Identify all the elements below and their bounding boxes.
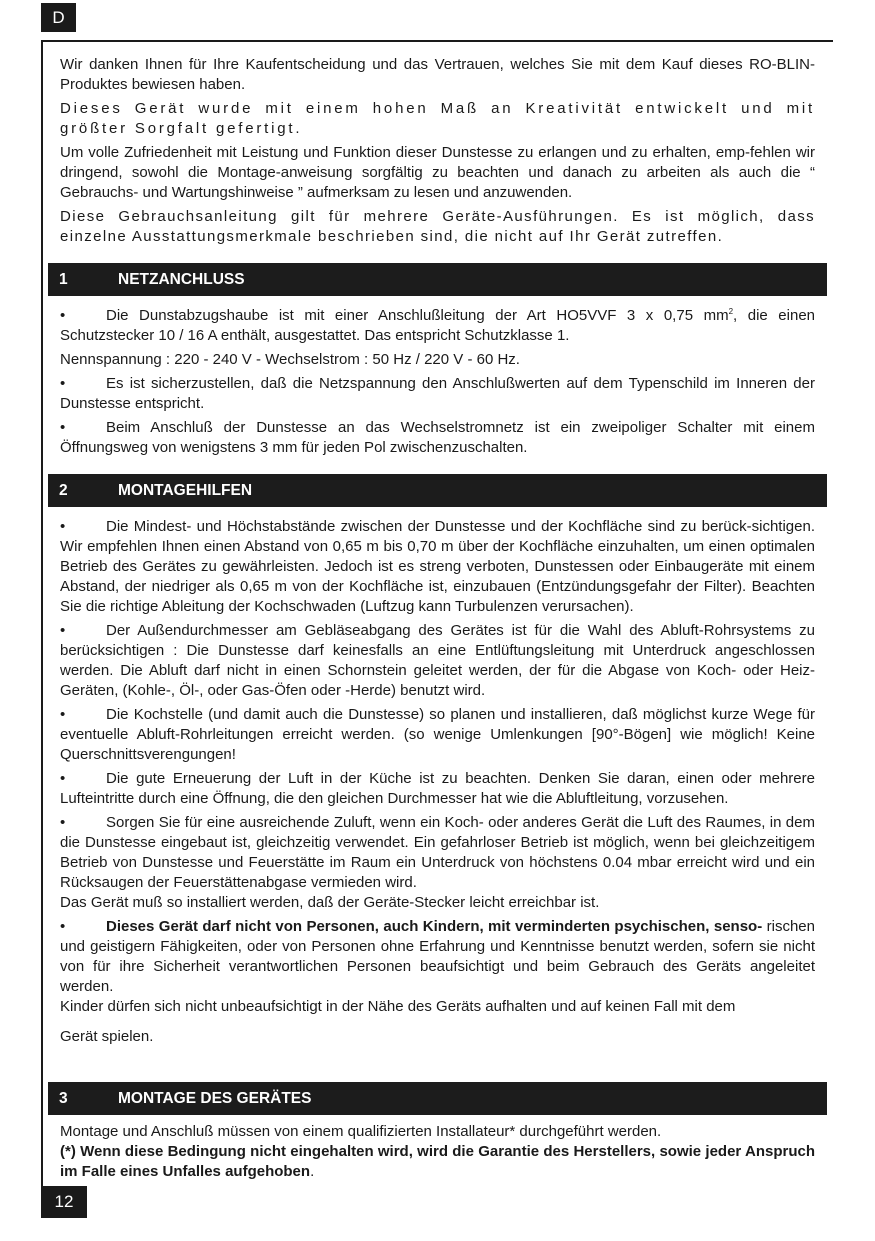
section-1-bullet-1: • Die Dunstabzugshaube ist mit einer Anschlußleitung der Art HO5VVF 3 x 0,75 $mm^2$, die einen Schutzstecker 10 / 16 A enthält, ausgestattet. Das entspricht Schutzklasse 1. [60,307,815,344]
section-2-kids-line-2: Gerät spielen. [60,1028,154,1045]
section-3-number: 3 [59,1090,68,1107]
section-3-title: MONTAGE DES GERÄTES [118,1090,312,1107]
section-2-title: MONTAGEHILFEN [118,482,253,499]
section-3-body [60,1122,815,1186]
intro-paragraph-1: Wir danken Ihnen für Ihre Kaufentscheidung und das Vertrauen, welches Sie mit dem Kauf dieses RO-BLIN-Produktes bewiesen haben. [60,56,815,93]
section-2-bullet-6: • Dieses Gerät darf nicht von Personen, auch Kindern, mit verminderten psychischen, senso- rischen und geistigern Fähigkeiten, oder von Personen ohne Erfahrung und Kenntnisse benutzt werden, sofern sie nicht von für ihre Sicherheit verantwortlichen Personen beaufsichtigt und beim Gebrauch des Geräts angeleitet werden. [60,918,815,995]
section-1-voltage: Nennspannung : 220 - 240 V - Wechselstrom : 50 Hz / 220 V - 60 Hz. [60,351,520,368]
page-number: 12 [41,1186,87,1218]
intro-text [60,55,815,251]
section-2-bullet-1: • Die Mindest- und Höchstabstände zwischen der Dunstesse und der Kochfläche sind zu berück-sichtigen. Wir empfehlen Ihnen einen Abstand von 0,65 m bis 0,70 m über der Kochfläche einzuhalten, um einen optimalen Betrieb des Gerätes zu gewährleisten. Jedoch ist es streng verboten, Dunstessen oder Einbaugeräte mit einem Abstand, der niedriger als 0,65 m von der Kochfläche ist, einzubauen (Entzündungsgefahr der Filter). Beachten Sie die richtige Ableitung der Kochschwaden (Luftzug kann Turbulenzen verursachen). [60,518,815,615]
section-2-bullet-4: • Die gute Erneuerung der Luft in der Küche ist zu beachten. Denken Sie daran, einen oder mehrere Lufteintritte durch eine Öffnung, die den gleichen Durchmesser hat wie die Abluftleitung, vorzusehen. [60,770,815,807]
section-3-warranty-note: (*) Wenn diese Bedingung nicht eingehalten wird, wird die Garantie des Herstellers, sowie jeder Anspruch im Falle eines Unfalles aufgehoben. [60,1143,815,1180]
section-1-title: NETZANCHLUSS [118,271,245,288]
section-1-body [60,306,815,462]
intro-paragraph-4: Diese Gebrauchsanleitung gilt für mehrere Geräte-Ausführungen. Es ist möglich, dass einzelne Ausstattungsmerkmale beschrieben sind, die nicht auf Ihr Gerät zutreffen. [60,208,815,245]
section-2-number: 2 [59,482,68,499]
section-3-paragraph-1: Montage und Anschluß müssen von einem qualifizierten Installateur* durchgeführt werden. [60,1123,662,1140]
section-2-bullet-2: • Der Außendurchmesser am Gebläseabgang des Gerätes ist für die Wahl des Abluft-Rohrsystems zu berücksichtigen : Die Dunstesse darf keinesfalls an eine Entlüftungsleitung mit Unterdruck angeschlossen werden. Die Abluft darf nicht in einen Schornstein geleitet werden, der für die Abgase von Koch- oder Heiz-Geräten, (Kohle-, Öl-, oder Gas-Öfen oder -Herde) benutzt wird. [60,622,815,699]
intro-paragraph-2: Dieses Gerät wurde mit einem hohen Maß an Kreativität entwickelt und mit größter Sorgfalt gefertigt. [60,100,815,137]
section-2-plug-note: Das Gerät muß so installiert werden, daß der Geräte-Stecker leicht erreichbar ist. [60,894,600,911]
section-2-bullet-5: • Sorgen Sie für eine ausreichende Zuluft, wenn ein Koch- oder anderes Gerät die Luft des Raumes, in dem die Dunstesse eingebaut ist, gleichzeitig verwendet. Ein gefahrloser Betrieb ist möglich, wenn bei gleichzeitigem Betrieb von Dunstesse und Feuerstätte im Raum ein Unterdruck von höchstens 0.04 mbar erreicht wird und ein Rücksaugen der Feuerstättenabgase vermieden wird. [60,814,815,891]
section-2-bullet-3: • Die Kochstelle (und damit auch die Dunstesse) so planen und installieren, daß möglichst kurze Wege für eventuelle Abluft-Rohrleitungen erreicht werden. (so wenige Umlenkungen [90°-Bögen] wie möglich! Keine Querschnittsverengungen! [60,706,815,763]
section-2-heading [48,474,827,507]
section-1-bullet-2: • Es ist sicherzustellen, daß die Netzspannung den Anschlußwerten auf dem Typenschild im Inneren der Dunstesse entspricht. [60,375,815,412]
section-1-bullet-3: • Beim Anschluß der Dunstesse an das Wechselstromnetz ist ein zweipoliger Schalter mit einem Öffnungsweg von wenigstens 3 mm für jeden Pol zwischenzuschalten. [60,419,815,456]
intro-paragraph-3: Um volle Zufriedenheit mit Leistung und Funktion dieser Dunstesse zu erlangen und zu erhalten, emp-fehlen wir dringend, sowohl die Montage-anweisung sorgfältig zu beachten und danach zu arbeiten als auch die “ Gebrauchs- und Wartungshinweise ” aufmerksam zu lesen und anzuwenden. [60,144,815,201]
header-rule [41,40,833,42]
section-2-body [60,517,815,1051]
section-1-number: 1 [59,271,68,288]
margin-rule [41,40,43,1190]
language-tab: D [41,3,76,32]
section-3-heading [48,1082,827,1115]
section-1-heading [48,263,827,296]
section-2-kids-line-1: Kinder dürfen sich nicht unbeaufsichtigt in der Nähe des Geräts aufhalten und auf keinen Fall mit dem [60,998,736,1015]
